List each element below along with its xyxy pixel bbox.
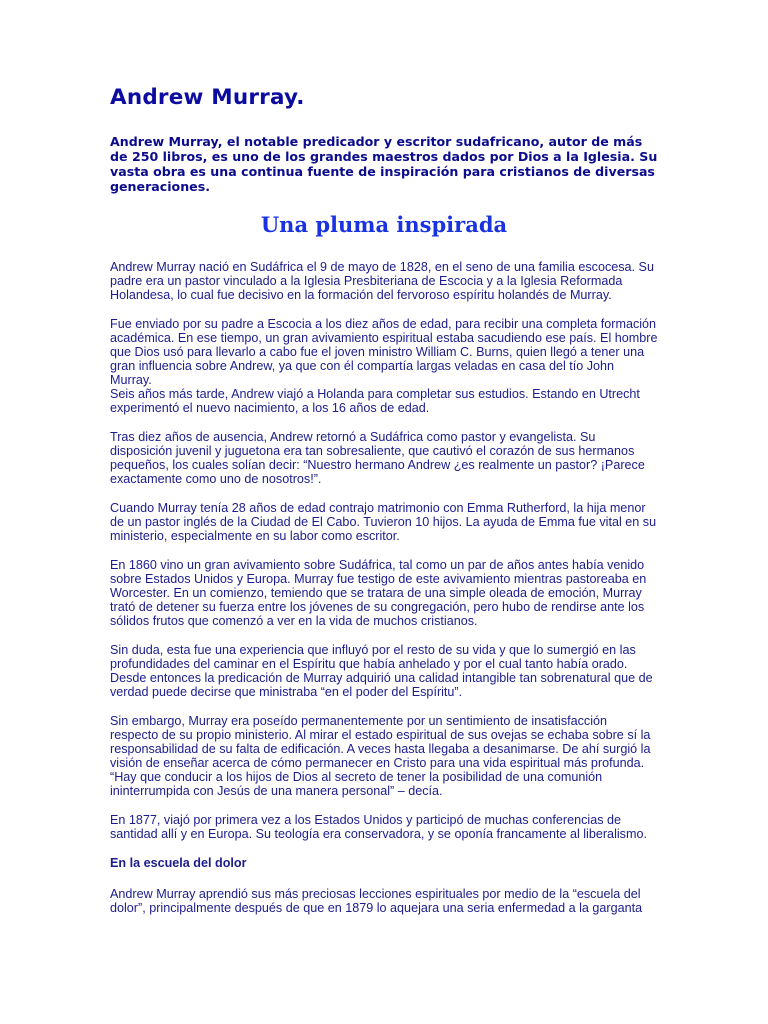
body-paragraph: Fue enviado por su padre a Escocia a los diez años de edad, para recibir una completa formación académica. En ese tiempo, un gran avivamiento espiritual estaba sacudiendo ese país. El hombre que Dios usó para llevarlo a cabo fue el joven ministro William C. Burns, quien llegó a tener una gran influencia sobre Andrew, ya que con él compartía largas veladas en casa del tío John Murray. [110,317,658,387]
section-subtitle: Una pluma inspirada [260,212,508,237]
body-paragraph: Sin embargo, Murray era poseído permanentemente por un sentimiento de insatisfacción respecto de su propio ministerio. Al mirar el estado espiritual de sus ovejas se echaba sobre sí la responsabilidad de su falta de edificación. A veces hasta llegaba a desanimarse. De ahí surgió la visión de enseñar acerca de cómo permanecer en Cristo para una vida espiritual más profunda. “Hay que conducir a los hijos de Dios al secreto de tener la posibilidad de una comunión ininterrumpida con Jesús de una manera personal” – decía. [110,714,651,798]
document-title: Andrew Murray. [110,85,305,110]
body-paragraph: En 1877, viajó por primera vez a los Estados Unidos y participó de muchas conferencias de santidad allí y en Europa. Su teología era conservadora, y se oponía francamente al liberalismo. [110,813,647,841]
body-paragraph: Tras diez años de ausencia, Andrew retornó a Sudáfrica como pastor y evangelista. Su disposición juvenil y juguetona era tan sobresaliente, que cautivó el corazón de sus hermanos pequeños, los cuales solían decir: “Nuestro hermano Andrew ¿es realmente un pastor? ¡Parece exactamente como uno de nosotros!”. [110,430,645,486]
body-paragraph: En 1860 vino un gran avivamiento sobre Sudáfrica, tal como un par de años antes había venido sobre Estados Unidos y Europa. Murray fue testigo de este avivamiento mientras pastoreaba en Worcester. En un comienzo, temiendo que se tratara de una simple oleada de emoción, Murray trató de detener su fuerza entre los jóvenes de su congregación, pero hubo de rendirse ante los sólidos frutos que comenzó a ver en la vida de muchos cristianos. [110,558,647,628]
body-paragraph: Andrew Murray aprendió sus más preciosas lecciones espirituales por medio de la “escuela del dolor”, principalmente después de que en 1879 lo aquejara una seria enfermedad a la garganta [110,887,643,915]
section-heading: En la escuela del dolor [110,856,247,870]
body-paragraph: Cuando Murray tenía 28 años de edad contrajo matrimonio con Emma Rutherford, la hija menor de un pastor inglés de la Ciudad de El Cabo. Tuvieron 10 hijos. La ayuda de Emma fue vital en su ministerio, especialmente en su labor como escritor. [110,501,657,543]
body-paragraph: Andrew Murray nació en Sudáfrica el 9 de mayo de 1828, en el seno de una familia escocesa. Su padre era un pastor vinculado a la Iglesia Presbiteriana de Escocia y a la Iglesia Reformada Holandesa, lo cual fue decisivo en la formación del fervoroso espíritu holandés de Murray. [110,260,654,302]
body-paragraph: Seis años más tarde, Andrew viajó a Holanda para completar sus estudios. Estando en Utrecht experimentó el nuevo nacimiento, a los 16 años de edad. [110,387,640,415]
body-paragraph: Sin duda, esta fue una experiencia que influyó por el resto de su vida y que lo sumergió en las profundidades del caminar en el Espíritu que había anhelado y por el cual tanto había orado. Desde entonces la predicación de Murray adquirió una calidad intangible tan sobrenatural que de verdad puede decirse que ministraba “en el poder del Espíritu”. [110,643,653,699]
intro-paragraph: Andrew Murray, el notable predicador y escritor sudafricano, autor de más de 250 libros, es uno de los grandes maestros dados por Dios a la Iglesia. Su vasta obra es una continua fuente de inspiración para cristianos de diversas generaciones. [110,134,658,194]
